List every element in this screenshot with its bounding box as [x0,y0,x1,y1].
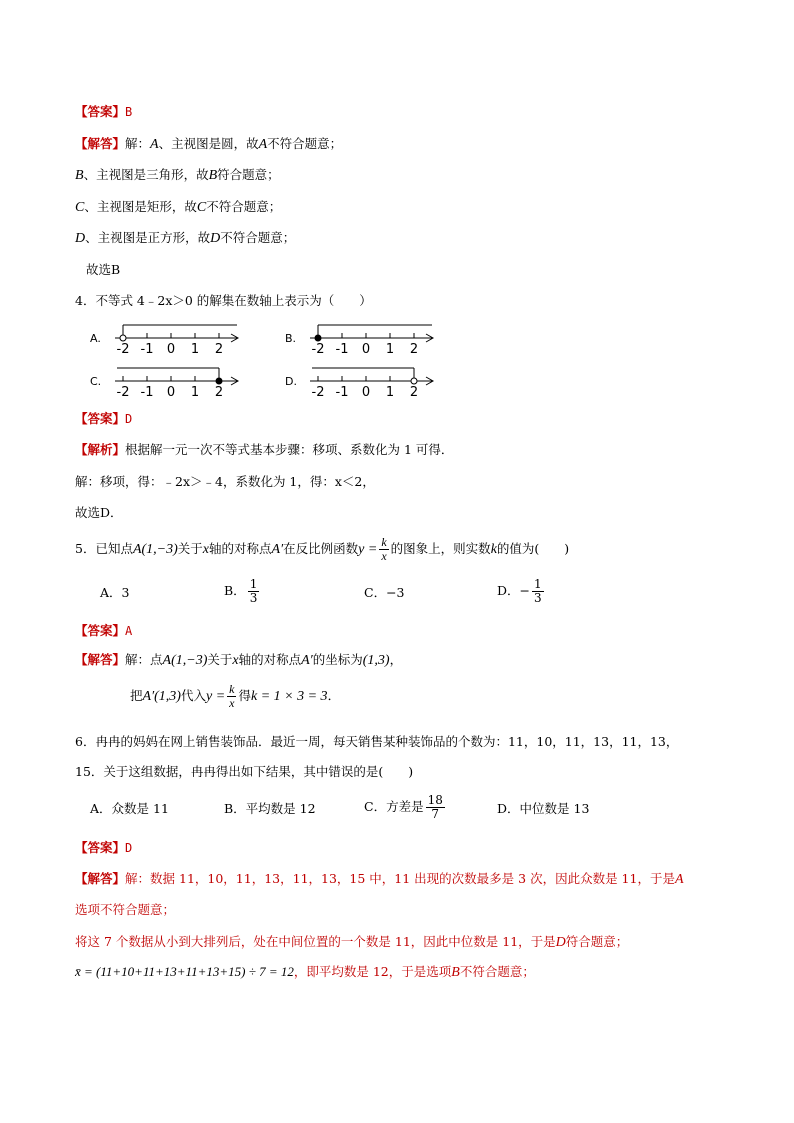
q4-number-lines [90,312,450,402]
answer-value: D [125,412,133,426]
solution-text: 解：点 [125,652,163,667]
q6-solution-line-3 [75,933,628,952]
var-b: B [451,965,460,980]
var-a: A [674,872,684,887]
solution-text: 把 [130,688,143,703]
q3-solution-d [75,229,295,248]
option-label: A． [100,585,122,600]
analysis-text: 根据解一元一次不等式基本步骤：移项、系数化为 1 可得． [125,442,454,457]
q6-solution-line-1 [75,870,684,889]
number-line-option-a [90,325,238,357]
stem-text: 的值为( ) [496,541,570,556]
solution-tag: 【解答】 [75,652,126,667]
q6-option-a: A．众数是 11 [90,801,169,816]
solution-text: ． [327,688,341,703]
tick-label: -1 [335,342,349,357]
fraction-k-over-x [227,683,236,710]
solution-text: 不符合题意； [267,136,343,151]
stem-text: 轴的对称点 [209,541,272,556]
option-value: 3 [121,585,130,600]
var-d: D [75,231,86,246]
solution-tag: 【解答】 [75,136,126,151]
stem-text: 5．已知点 [75,541,133,556]
q4-solution-2: 故选D． [75,505,123,520]
point-a-prime: A′(1,3) [142,689,181,704]
var-d: D [210,231,221,246]
number-line-option-b [285,325,433,357]
tick-label: 2 [409,342,419,357]
fraction-k-over-x [379,536,388,563]
solution-text: 代入 [180,688,206,703]
tick-label: -1 [140,385,154,400]
func-y: y = [205,689,226,704]
analysis-tag: 【解析】 [75,442,126,457]
fraction-numerator: 1 [249,577,258,591]
tick-label: -2 [116,385,130,400]
tick-label: -2 [311,342,325,357]
tick-label: 0 [166,385,176,400]
q6-option-d: D．中位数是 13 [497,801,590,816]
open-circle [411,378,417,384]
stem-text: 的图象上，则实数 [390,541,491,556]
fraction-denominator: 3 [249,591,258,605]
fraction-numerator: k [381,535,387,549]
option-label: B． [224,583,246,598]
solution-text: 、主视图是矩形，故 [84,199,197,214]
tick-label: -1 [140,342,154,357]
var-x: x [202,542,210,557]
number-line-option-d [285,368,433,400]
solution-text: 关于 [207,652,233,667]
option-label: B. [285,332,297,345]
tick-label: -2 [116,342,130,357]
fraction-numerator: k [229,682,235,696]
q6-solution-line-4 [75,963,535,982]
q3-final: 故选B [86,262,121,277]
tick-label: 1 [385,342,395,357]
solution-text: 得 [238,688,251,703]
q3-solution-b [75,166,280,185]
var-a: A [150,137,159,152]
tick-label: 2 [214,385,224,400]
tick-label: -2 [311,385,325,400]
q4-analysis-line [75,441,453,459]
open-circle [120,335,126,341]
solution-text: 不符合题意； [220,230,296,245]
solution-text: 不符合题意； [459,964,535,979]
fraction-denominator: 7 [431,807,440,821]
tick-label: -1 [335,385,349,400]
var-k: k [490,542,497,557]
solution-tag: 【解答】 [75,871,126,886]
solution-text: 的坐标为 [312,652,363,667]
tick-label: 1 [385,385,395,400]
option-label: C． [364,585,387,600]
option-label: D． [497,583,520,598]
q4-stem: 4．不等式 4﹣2x＞0 的解集在数轴上表示为（ ） [75,293,372,308]
solution-text: 符合题意； [217,167,280,182]
tick-label: 1 [190,385,200,400]
q3-solution-line [75,135,342,154]
equation: k = 1 × 3 = 3 [251,689,328,704]
tick-label: 0 [166,342,176,357]
fraction-numerator: 1 [534,577,542,591]
option-label: A. [90,332,101,345]
q5-answer-line [75,622,132,640]
option-label: C. [90,375,102,388]
point-a: A(1,−3) [132,542,178,557]
stem-text: 在反比例函数 [283,541,359,556]
tick-label: 1 [190,342,200,357]
answer-tag: 【答案】 [75,840,126,855]
solution-text: ， [389,652,403,667]
fraction [426,794,445,821]
fraction-denominator: x [229,696,235,710]
var-b: B [75,168,84,183]
solution-text: 、主视图是三角形，故 [83,167,209,182]
solution-text: 解： [125,136,151,151]
option-label: C．方差是 [364,799,424,814]
var-c: C [196,200,207,215]
q6-option-c [364,794,447,821]
var-x: x [232,653,239,668]
q6-option-b: B．平均数是 12 [224,801,316,816]
solution-text: 、主视图是圆，故 [158,136,259,151]
fraction [248,578,260,605]
var-b: B [208,168,218,183]
q5-solution-line [75,651,402,670]
answer-value: B [125,105,133,119]
var-a: A [258,137,268,152]
answer-value: A [125,624,133,638]
option-sign: − [519,583,531,598]
q5-stem [75,536,569,563]
tick-label: 0 [361,342,371,357]
solution-text: 符合题意； [565,934,629,949]
tick-label: 0 [361,385,371,400]
tick-label: 2 [409,385,419,400]
q6-solution-line-2: 选项不符合题意； [75,902,176,917]
q6-stem-2: 15．关于这组数据，冉冉得出如下结果，其中错误的是( ) [75,764,414,779]
solution-text: 轴的对称点 [238,652,302,667]
solution-text: 、主视图是正方形，故 [85,230,211,245]
answer-tag: 【答案】 [75,104,126,119]
q5-option-a [100,584,129,602]
var-c: C [75,200,85,215]
q5-substitution-line [130,683,340,710]
answer-tag: 【答案】 [75,411,126,426]
tick-label: 2 [214,342,224,357]
solution-text: 不符合题意； [206,199,282,214]
coordinate: (1,3) [362,653,390,668]
q5-option-d [497,578,546,605]
q5-option-c [364,584,405,602]
solution-text: ，即平均数是 12，于是选项 [293,964,452,979]
fraction-numerator: 18 [427,793,443,807]
q6-answer-line [75,839,132,857]
answer-tag: 【答案】 [75,623,126,638]
answer-value: D [125,841,133,855]
option-label: D. [285,375,297,388]
func-y: y = [358,542,378,557]
point-a-prime: A′ [301,653,313,668]
stem-text: 关于 [177,541,203,556]
solution-text: 解：数据 11，10，11，13，11，13，15 中，11 出现的次数最多是 3 次，因此众数是 11，于是 [125,871,675,886]
closed-dot [216,378,222,384]
q6-stem-1: 6．冉冉的妈妈在网上销售装饰品．最近一周，每天销售某种装饰品的个数为：11，10，11，13，11，13， [75,734,679,749]
q3-answer-line [75,103,132,121]
q4-answer-line [75,410,132,428]
fraction-denominator: x [381,549,387,563]
point-a-prime: A′ [271,542,284,557]
q4-solution-1: 解：移项，得：﹣2x＞﹣4，系数化为 1，得：x＜2， [75,474,375,489]
q5-option-b [224,578,261,605]
var-d: D [555,935,566,950]
fraction [532,578,544,605]
fraction-denominator: 3 [534,591,542,605]
option-value: −3 [386,585,405,600]
q3-solution-c [75,198,281,217]
mean-formula: x̄ = (11+10+11+13+11+13+15) ÷ 7 = 12 [75,964,294,979]
solution-text: 将这 7 个数据从小到大排列后，处在中间位置的一个数是 11，因此中位数是 11，于是 [75,934,556,949]
closed-dot [315,335,321,341]
number-line-option-c [90,368,238,400]
point-a: A(1,−3) [162,653,208,668]
